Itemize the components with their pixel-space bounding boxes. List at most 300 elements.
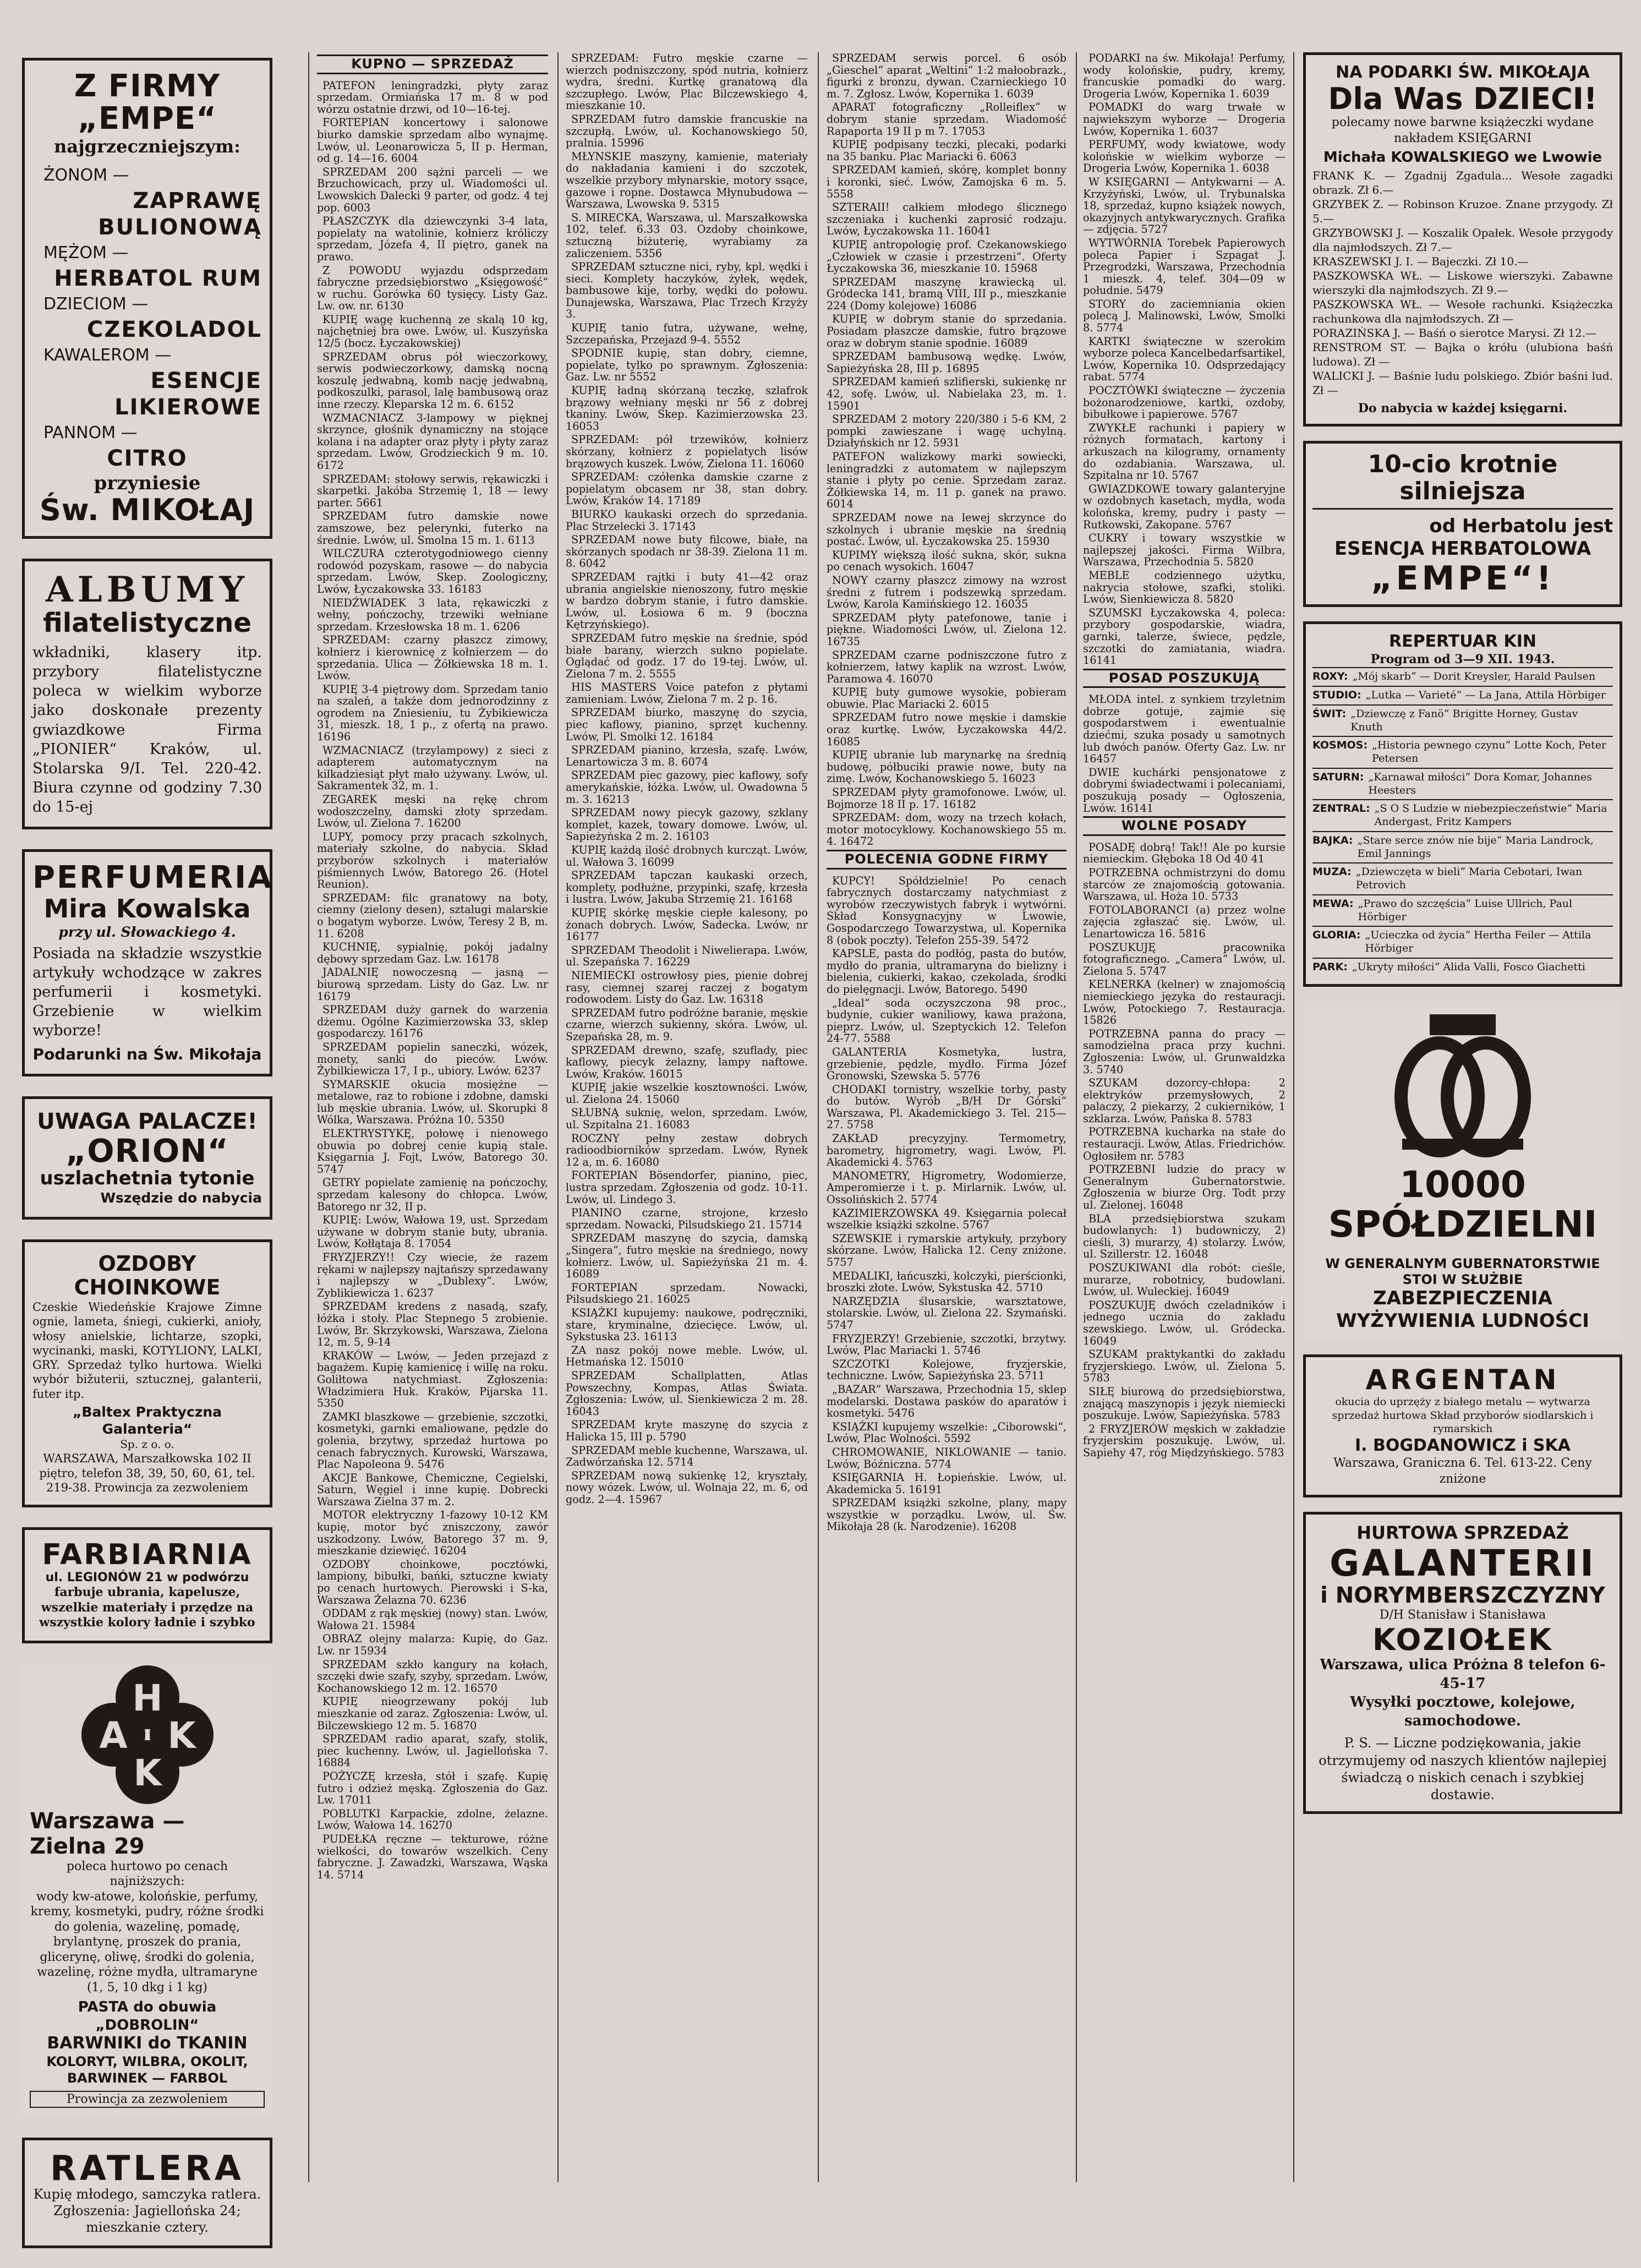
recommended-firm-ad: KAZIMIERZOWSKA 49. Księgarnia polecał wszelkie książki szkolne. 5767 (827, 1206, 1066, 1232)
ad-albumy (22, 559, 272, 829)
classified-ad: SPRZEDAM sztuczne nici, ryby, kpl. wędki i sieci. Komplety haczyków, żyłek, wędek, bambusowe kije, torby, wędki do połowu. Dunajewska, Warszawa, Plac Trzech Krzyży 3. (566, 260, 808, 321)
classified-ad: SPRZEDAM: Futro męskie czarne — wierzch podniszczony, spód nutria, kołnierz wydra, średni. Kurtkę granatową dla szczupłego. Lwów, Plac Bilczewskiego 4, mieszkanie 10. (566, 52, 808, 112)
classified-ad: HIS MASTERS Voice patefon z płytami zamieniam. Lwów, Zielona 7 m. 2 p. 16. (566, 681, 808, 706)
repertuar-title: REPERTUAR KIN (1388, 631, 1536, 651)
classified-ad: OBRAZ olejny malarza: Kupię, do Gaz. Lw. nr 15934 (317, 1632, 548, 1657)
classified-list (1083, 841, 1286, 1459)
ad-hak-pasta: PASTA do obuwia „DOBROLIN“ (78, 1999, 217, 2034)
classified-ad: SPRZEDAM: dom, wozy na trzech kołach, motor motocyklowy. Kochanowskiego 55 m. 4. 16472 (827, 811, 1066, 848)
recommended-firm-ad: ZAKŁAD precyzyjny. Termometry, barometry, higrometry, wagi. Lwów, Pl. Akademicki 4. 5763 (827, 1132, 1066, 1169)
ad-hak-footer: Prowincja za zezwoleniem (30, 2091, 265, 2108)
repertuar-list (1312, 667, 1613, 976)
cinema-row (1312, 704, 1613, 736)
classified-ad: NIEMIECKI ostrowłosy pies, pienie dobrej rasy, ciemnej szarej raczej z bogatym rodowodem. Listy do Gaz. Lw. 16318 (566, 969, 808, 1006)
cinema-row (1312, 958, 1613, 976)
recommended-firm-ad: CHROMOWANIE, NIKLOWANIE — tanio. Lwów, Bóźniczna. 5774 (827, 1445, 1066, 1471)
classified-ad: KUPIĘ skórkę męskie ciepłe kalesony, po żonach dobrych. Lwów, Sadecka. Lwów, nr 16177 (566, 906, 808, 943)
ad-empe-footer: przyniesie (94, 472, 201, 494)
recommended-firm-ad: „Ideal“ soda oczyszczona 98 proc., budynie, cukier waniliowy, kawa prażona, pieprz. Lwów, ul. Szeptyckich 12. Telefon 24-77. 5588 (827, 996, 1066, 1045)
classified-ad: SPRZEDAM duży garnek do warzenia dżemu. Ogólne Kazimierzowska 33, sklep gospodarczy. 16176 (317, 1003, 548, 1040)
ad-empe-product: ESENCJE LIKIEROWE (114, 368, 262, 420)
hak-clover-logo (70, 1663, 225, 1806)
koziolek-line1: HURTOWA SPRZEDAŻ (1356, 1522, 1569, 1544)
classified-ad: SPRZEDAM płyty patefonowe, tanie i piękne. Wiadomości Lwów, ul. Zielona 12. 16735 (827, 611, 1066, 648)
argentan-address: Warszawa, Granicznа 6. Tel. 613-22. Ceny zniżone (1333, 1456, 1592, 1486)
ad-perfumeria-body: Posiada na składzie wszystkie artykuły wchodzące w zakres perfumerii i kosmetyki. Grzebienie w wielkim wyborze! (32, 944, 262, 1040)
classified-ad: POŻYCZĘ krzesła, stół i szafę. Kupię futro i odzież męską. Zgłoszenia do Gaz. Lw. 17011 (317, 1769, 548, 1807)
ad-albumy-body: wkładniki, klasery itp. przybory filatelistyczne poleca w wielkim wyborze jako doskonałe prezenty gwiazdkowe Firma „PIONIER“ Kraków, ul. Stolarska 9/I. Tel. 220-42. Biura czynne od godziny 7.30 do 15-ej (32, 644, 262, 816)
classified-list (317, 80, 548, 1881)
classified-ad: SPRZEDAM popielin saneczki, wózek, monety, sanki do pieców. Lwów. Żybilkiewicza 17, I p., ubiory. Lwów. 6237 (317, 1040, 548, 1078)
film-title: „Ucieczka od życia“ Hertha Feiler — Attila Hörbiger (1365, 929, 1591, 955)
ad-hak-brands: KOLORYT, WILBRA, OKOLIT, BARWINEK — FARBOL (46, 2053, 248, 2086)
right-ad-column (1303, 52, 1622, 1828)
classified-ad: SPRZEDAM czarne podniszczone futro z kołnierzem, łatwy kaplik na wzrost. Lwów, Paramowa 4. 16070 (827, 648, 1066, 685)
job-offer-ad: KELNERKA (kelner) w znajomością niemieckiego języka do restauracji. Lwów, Potockiego 7. Restauracja. 15826 (1083, 978, 1286, 1027)
recommended-firm-ad: KAPSLE, pasta do podłóg, pasta do butów, mydło do prania, ultramaryna do bielizny i bielenia, cukierki, kakao, czekolada, środki do pielęgnacji. Lwów, Batorego. 5490 (827, 947, 1066, 996)
classified-list (827, 875, 1066, 1533)
classified-ad: FORTEPIAN koncertowy i salonowe biurko damskie sprzedam albo wynajmę. Lwów, ul. Leonarowicza 5, II p. Herman, od g. 14—16. 6004 (317, 116, 548, 165)
coop-number: 10000 (1399, 1163, 1526, 1206)
classified-ad: SPRZEDAM: filc granatowy na boty, ciemny (zielony desen), sztalugi malarskie o bogatym wyborze. Lwów, Teresy 2 B, m. 11. 6208 (317, 891, 548, 940)
classified-ad: SPRZEDAM: pół trzewików, kołnierz skórzany, kołnierz z popielatych lisów brązowych kuszek. Lwów, Zielona 11. 16060 (566, 433, 808, 470)
ad-hak-city: Warszawa — Zielna 29 (30, 1808, 185, 1859)
ad-farbiarnia-title: FARBIARNIA (42, 1538, 253, 1572)
classified-list (1083, 52, 1286, 666)
book-item: PASZKOWSKA WŁ. — Wesołe rachunki. Książeczka rachunkowa dla najmłodszych. Zł — (1312, 297, 1613, 325)
classified-ad: PODARKI na św. Mikołaja! Perfumy, wody kolońskie, pudry, kremy, francuskie pomadki do warg. Drogeria Lwów, Kopernika 1. 6039 (1083, 52, 1286, 100)
cinema-name: STUDIO: (1312, 689, 1361, 702)
classified-ad: SPRZEDAM futro damskie nowe zamszowe, bez pelerynki, futerko na średnie. Lwów, ul. Smolna 15 m. 1. 6113 (317, 510, 548, 546)
ad-mikolaj-intro: polecamy nowe barwne książeczki wydane nakładem KSIĘGARNI (1331, 116, 1594, 145)
cinema-name: SATURN: (1312, 770, 1364, 783)
koziolek-ps: P. S. — Liczne podziękowania, jakie otrzymujemy od naszych klientów najlepiej świadczą o niskich cenach i szybkiej dostawie. (1319, 1735, 1607, 1802)
ad-hak (22, 1663, 272, 2118)
section-header: POSAD POSZUKUJĄ (1083, 669, 1286, 688)
ad-empe-product: CITRO (107, 445, 188, 471)
classified-ad: KUPIĘ antropologię prof. Czekanowskiego „Człowiek w czasie i przestrzeni“. Oferty Łyczakowska 36, mieszkanie 10. 15968 (827, 238, 1066, 275)
column-rule (308, 52, 309, 2182)
film-title: „Karnawał miłości“ Dora Komar, Johannes Heesters (1368, 770, 1592, 796)
ad-mikolaj-line2: Dla Was DZIECI! (1328, 81, 1598, 116)
ad-esencja-line3: ESENCJA HERBATOLOWA (1334, 537, 1591, 560)
classified-ad: SPRZEDAM 200 sążni parceli — we Brzuchowicach, przy ul. Wiadomości ul. Lwowskich Dalecki 9 parter, od godz. 4 tej pop. 6003 (317, 165, 548, 214)
classified-ad: STORY do zaciemniania okien polecą J. Malinowski, Lwów, Smolki 8. 5774 (1083, 297, 1286, 335)
ad-perfumeria (22, 849, 272, 1076)
ad-farbiarnia-body: farbuje ubrania, kapelusze, wszelkie materiały i przędze na wszystkie kolory ładnie i szybko (39, 1585, 255, 1630)
recommended-firm-ad: SZCZOTKI Kolejowe, fryzjerskie, techniczne. Lwów, Sapieżyńska 23. 5711 (827, 1357, 1066, 1382)
classified-ad: NIEDŹWIADEK 3 lata, rękawiczki z wełny, pończochy, trzewiki wełniane sprzedam. Krzesłowska 18 m. 1. 6206 (317, 596, 548, 633)
classified-ad: ZWYKŁE rachunki i papiery w różnych formatach, kartony i arkuszach na kilogramy, ornamenty do ozdabiania. Warszawa, ul. Szpitalna nr 10. 5767 (1083, 421, 1286, 482)
coop-line2: ZABEZPIECZENIA WYŻYWIENIA LUDNOŚCI (1336, 1287, 1589, 1332)
classified-ad: AKCJE Bankowe, Chemiczne, Cegielski, Saturn, Węgiel i inne kupię. Dobrecki Warszawa Zielna 37 m. 2. (317, 1471, 548, 1508)
classified-ad: SPRZEDAM: czółenka damskie czarne z popielatym obcasem nr 38, stan dobry. Lwów, Kraków 14. 17189 (566, 471, 808, 507)
film-title: „Mój skarb“ — Dorit Kreysler, Harald Paulsen (1352, 670, 1596, 683)
coop-word: SPÓŁDZIELNI (1328, 1203, 1598, 1246)
classified-ad: POCZTÓWKI świąteczne — życzenia bożonarodzeniowe, kartki, ozdoby, bibułkowe i papierowe. 5767 (1083, 384, 1286, 421)
classified-ad: KUPIĘ wagę kuchenną ze skalą 10 kg, najchętniej bra owe. Lwów, ul. Kuszyńska 12/5 (bocz. Łyczakowskiej) (317, 313, 548, 350)
hak-letter: A (99, 1714, 128, 1757)
film-title: „Lutka — Varieté“ — La Jana, Attila Hörbiger (1365, 689, 1606, 702)
classified-ad: KARTKI świąteczne w szerokim wyborze poleca Kancelbedarfsartikel, Lwów, Kopernika 10. Odsprzedający rabat. 5774 (1083, 335, 1286, 384)
ad-koziolek (1303, 1512, 1622, 1814)
classified-ad: KUPIĘ w dobrym stanie do sprzedania. Posiadam płaszcze damskie, futro brązowe oraz w dobrym stanie spodnie. 16089 (827, 313, 1066, 349)
cinema-row (1312, 862, 1613, 894)
ad-mikolaj-line1: NA PODARKI ŚW. MIKOŁAJA (1336, 63, 1590, 82)
classified-ad: ZEGAREK męski na rękę chrom wodoszczelny, damski złoty sprzedam. Lwów, ul. Zielona 7. 16200 (317, 793, 548, 830)
classified-ad: ROCZNY pełny zestaw dobrych radioodbiorników sprzedam. Lwów, Rynek 12 a, m. 6. 16080 (566, 1132, 808, 1168)
ad-esencja-brand: „EMPE“! (1371, 559, 1555, 598)
section-header: WOLNE POSADY (1083, 816, 1286, 836)
film-title: „S O S Ludzie w niebezpieczeństwie“ Maria Andergast, Fritz Kampers (1374, 802, 1607, 828)
cinema-name: GLORIA: (1312, 929, 1361, 942)
classified-ad: SPRZEDAM: czarny płaszcz zimowy, kołnierz i kierownicę z kołnierzem — do sprzedania. Ulica — Żółkiewska 18 m. 1. Lwów. (317, 633, 548, 682)
koziolek-shipping: Wysyłki pocztowe, kolejowe, samochodowe. (1350, 1693, 1576, 1729)
ad-empe-who: PANNOM — (43, 423, 138, 442)
job-seeking-ad: MŁODA intel. z synkiem trzyletnim dobrze gotuje, zajmie się gospodarstwem i ewentualnie dziećmi, szuka posady u samotnych lub dwóch panów. Oferty Gaz. Lw. nr 16457 (1083, 693, 1286, 766)
classified-ad: SPRZEDAM maszynę do szycia, damską „Singera“, futro męskie na średniego, nowy kołnierz. Lwów, ul. Sapieżyńska 21 m. 4. 16089 (566, 1232, 808, 1281)
ad-empe-who: MĘŻOM — (43, 243, 129, 263)
classified-ad: SPRZEDAM bambusową wędkę. Lwów, Sapieżyńska 28, III p. 16895 (827, 350, 1066, 375)
classified-ad: SPRZEDAM drewno, szafę, szuflady, piec kaflowy, piecyk żelazny, lampy naftowe. Lwów, Kraków. 16015 (566, 1043, 808, 1080)
recommended-firm-ad: NARZĘDZIA ślusarskie, warsztatowe, stolarskie. Lwów, ul. Zielona 22. Szymański. 5747 (827, 1294, 1066, 1331)
ad-spoldzielnie (1303, 1001, 1622, 1340)
job-offer-ad: POSZUKUJĘ pracownika fotograficznego. „Camera“ Lwów, ul. Zielona 5. 5747 (1083, 941, 1286, 977)
classified-ad: SPRZEDAM kamień szlifierski, sukienkę nr 42, sofę. Lwów, ul. Nabielaka 23, m. 1. 15901 (827, 375, 1066, 412)
book-list (1312, 168, 1613, 397)
column-rule (557, 52, 559, 2182)
hak-letter: K (133, 1751, 162, 1794)
cinema-name: ŚWIT: (1312, 707, 1347, 720)
job-offer-ad: POTRZEBNA ochmistrzyni do domu starców ze znajomością gotowania. Warszawa, ul. Hoża 10. 5733 (1083, 866, 1286, 903)
ad-ozdoby-body: Czeskie Wiedeńskie Krajowe Zimne ognie, lameta, śniegi, cukierki, anioły, włosy anielskie, lichtarze, szopki, wycinanki, maski, KOTYLIONY, LALKI, GRY. Sprzedaż tylko hurtowa. Wielki wybór bižuterii, sztucznej, galanterii, futer itp. (32, 1300, 262, 1401)
classified-ad: SPRZEDAM płyty gramofonowe. Lwów, ul. Bojmorze 18 II p. 17. 16182 (827, 786, 1066, 811)
classifieds-column-1 (317, 52, 548, 2188)
classified-ad: SPRZEDAM nowe na lewej skrzynce do szkolnych i ubranie męskie na średnią postać. Lwów, ul. Łyczakowska 25. 15930 (827, 511, 1066, 548)
classified-ad: KUPIĘ tanio futra, używane, wełnę, Szczepańska, Przejazd 9-4. 5552 (566, 321, 808, 346)
classified-ad: SPRZEDAM rajtki i buty 41—42 oraz ubrania angielskie nienoszony, futro męskie w bardzo dobrym stanie, i futro damskie. Lwów, ul. Łosiowa 6 m. 9 (boczna Kętrzyńskiego). (566, 570, 808, 631)
classified-ad: WZMACNIACZ (trzylampowy) z sieci z adapterem automatycznym na kilkadziesiąt płyt mało używany. Lwów, ul. Sakramentek 32, m. 1. (317, 744, 548, 793)
ad-mikolaj-footer: Do nabycia w każdej księgarni. (1358, 401, 1568, 416)
classified-ad: APARAT fotograficzny „Rolleiflex“ w dobrym stanie sprzedam. Wiadomość Rapaporta 19 II p m 7. 17053 (827, 101, 1066, 138)
ad-mikolaj-books (1303, 52, 1622, 427)
cinema-row (1312, 667, 1613, 686)
ad-farbiarnia-address: ul. LEGIONÓW 21 w podwórzu (45, 1570, 249, 1584)
repertuar-subtitle: Program od 3—9 XII. 1943. (1370, 652, 1555, 666)
classified-ad: ZAMKI blaszkowe — grzebienie, szczotki, kosmetyki, garnki emaliowane, pędzle do golenia, brzytwy, sprzedaż hurtowa po cenach fabrycznych. Kurowski, Warszawa, Plac Napoleona 9. 5476 (317, 1410, 548, 1471)
classified-ad: CUKRY i towary wszystkie w najlepszej jakości. Firma Wilbra, Warszawa, Przechodnia 5. 5820 (1083, 532, 1286, 569)
ad-empe-product: ZAPRAWĘ BULIONOWĄ (98, 188, 262, 240)
ad-ozdoby (22, 1239, 272, 1507)
ad-albumy-title: ALBUMY (45, 569, 249, 610)
book-item: PASZKOWSKA WŁ. — Liskowe wierszyki. Zabawne wierszyki dla najmłodszych. Zł 9.— (1312, 269, 1613, 297)
cinema-name: MUZA: (1312, 866, 1352, 878)
ad-esencja (1303, 441, 1622, 606)
cinema-row (1312, 926, 1613, 958)
classified-ad: KRAKÓW — Lwów, — Jeden przejazd z bagażem. Kupię kamienicę i willę na roku. Goliłtowa natychmiast. Zgłoszenia: Władzimiera Huk. Kraków, Pijarska 11. 5350 (317, 1349, 548, 1410)
classified-ad: PŁASZCZYK dla dziewczynki 3-4 lata, popielaty na watolinie, kołnierz króliczy sprzedam, Józefa 4, II piętro, ganek na prawo. (317, 215, 548, 263)
ad-farbiarnia (22, 1527, 272, 1643)
ad-esencja-line1: 10-cio krotnie silniejsza (1312, 451, 1613, 510)
film-title: „Prawo do szczęścia“ Luise Ullrich, Paul Hörbiger (1358, 897, 1573, 923)
ad-empe (22, 58, 272, 539)
hak-letter: H (132, 1676, 163, 1719)
classified-ad: SZUMSKI Łyczakowska 4, poleca: przybory gospodarskie, wiadra, garnki, talerze, świece, pędzle, szczotki do zamiatania, wiadra. 16141 (1083, 606, 1286, 667)
column-rule (1293, 52, 1294, 2182)
classified-ad: ZA nasz pokój nowe meble. Lwów, ul. Hetmańska 12. 15010 (566, 1343, 808, 1369)
recommended-firm-ad: SPRZEDAM książki szkolne, plany, mapy wszystkie w porządku. Lwów, ul. Św. Mikołaja 28 (k. Narodzenie). 16208 (827, 1496, 1066, 1533)
ad-perfumeria-name: Mira Kowalska (43, 893, 251, 923)
cinema-row (1312, 894, 1613, 926)
classified-list (827, 52, 1066, 848)
classified-ad: KUCHNIĘ, sypialnię, pokój jadalny dębowy sprzedam Gaz. Lw. 16178 (317, 941, 548, 965)
ad-empe-product: HERBATOL RUM (54, 265, 262, 291)
ad-empe-who: KAWALEROM — (43, 345, 172, 365)
classified-ad: S. MIRECKA, Warszawa, ul. Marszałkowska 102, telef. 6.33 03. Ozdoby choinkowe, sztuczną biżuterię, wyrabiamy za zaliczeniem. 5356 (566, 211, 808, 260)
job-offer-ad: POSZUKUJĘ dwóch czeladników i jednego ucznia do zakładu szewskiego. Lwów, ul. Gródecka. 16049 (1083, 1298, 1286, 1347)
film-title: „Stare serce znów nie bije“ Maria Landrock, Emil Jannings (1357, 834, 1594, 860)
classifieds-column-4 (1083, 52, 1286, 2188)
classified-ad: KUPIĘ jakie wszelkie kosztowności. Lwów, ul. Zielona 24. 15060 (566, 1081, 808, 1106)
ad-perfumeria-address: przy ul. Słowackiego 4. (58, 923, 236, 940)
recommended-firm-ad: MEDALIKI, łańcuszki, kolczyki, pierścionki, broszki złote. Lwów, Sykstuska 42. 5710 (827, 1269, 1066, 1294)
classified-ad: SPRZEDAM piec gazowy, piec kaflowy, sofy amerykańskie, łóżka. Lwów, ul. Owadowna 5 m. 3. 16213 (566, 769, 808, 806)
ad-perfumeria-title: PERFUMERIA (32, 860, 274, 895)
ad-argentan (1303, 1354, 1622, 1498)
classified-ad: SPRZEDAM nową sukienkę 12, kryształy, nowy wózek. Lwów, ul. Wolnaja 22, m. 6, od godz. 2—4. 15967 (566, 1469, 808, 1506)
section-header: POLECENIA GODNE FIRMY (827, 850, 1066, 870)
book-item: KRASZEWSKI J. I. — Bajeczki. Zł 10.— (1312, 254, 1529, 268)
classified-ad: SYMARSKIE okucia mosiężne — metalowe, raz to robione i zdobne, damski lub męskie ubrania. Lwów, ul. Skorupki 8 Wólka, Warszawa. Próżna 10. 5350 (317, 1078, 548, 1127)
classified-ad: KUPIĘ: Lwów, Wałowa 19, ust. Sprzedam używane w dobrym stanie buty, ubrania. Lwów, Kołłątaja 8. 17054 (317, 1214, 548, 1250)
recommended-firm-ad: MANOMETRY, Higrometry, Wodomierze, Amperomierze i t. p. Mirlarnik. Lwów, ul. Ossolińskich 2. 5774 (827, 1169, 1066, 1206)
cinema-name: KOSMOS: (1312, 739, 1368, 752)
koziolek-line3: i NORYMBERSZCZYZNY (1320, 1583, 1605, 1609)
job-offer-ad: POTRZEBNA kucharka na stałe do restauracji. Lwów, Atlas. Friedrichów. Ogłosiłem nr. 5783 (1083, 1125, 1286, 1162)
job-offer-ad: BLA przedsiębiorstwa szukam budowlanych: 1) budowniczy, 2) cieśli, 3) murarzy, 4) stolarzy. Lwów, ul. Szillerstr. 12. 16048 (1083, 1212, 1286, 1261)
cinema-row (1312, 799, 1613, 831)
classified-ad: SPODNIE kupię, stan dobry, ciemne, popielate, tylko po sprawnym. Zgłoszenia: Gaz. Lw. nr 5552 (566, 347, 808, 384)
koziolek-name: KOZIOŁEK (1372, 1622, 1553, 1657)
classified-ad: PIANINO czarne, strojone, krzesło sprzedam. Nowacki, Pilsudskiego 21. 15714 (566, 1206, 808, 1231)
classified-ad: Z POWODU wyjazdu odsprzedam fabryczne przedsiębiorstwo „Księgowość“ w ruchu. Gorówka 60 tysięcy. Listy Gaz. Lw. ow. nr. 6130 (317, 264, 548, 313)
cinema-row (1312, 686, 1613, 704)
classified-ad: SŁUBNĄ suknię, welon, sprzedam. Lwów, ul. Szpitalna 21. 16083 (566, 1106, 808, 1132)
classified-ad: SZTERAII! całkiem młodego ślicznego szczeniaka i kuchenki zaprosić rodzaju. Lwów, Łyczakowska 11. 16041 (827, 201, 1066, 238)
cinema-name: BAJKA: (1312, 834, 1353, 846)
recommended-firm-ad: KSIĄŻKI kupujemy wszelkie: „Ciborowski“, Lwów, Plac Wolności. 5592 (827, 1420, 1066, 1445)
classified-ad: WILCZURA czterotygodniowego cienny rodowód pozyskam, rasowe — do nabycia sprzedam. Lwów, Skep. Zoologiczny, Lwów, Łyczakowska 33. 16183 (317, 547, 548, 595)
recommended-firm-ad: CHODAKI tornistry, wszelkie torby, pasty do butów. Wyrób „B/H Dr Górski“ Warszawa, Pl. Akademickiego 3. Tel. 215—27. 5758 (827, 1083, 1066, 1132)
argentan-body: okucia do uprzęży z białego metalu — wytwarza sprzedaż hurtowa Skład przyborów siodlarskich i rymarskich (1332, 1395, 1594, 1435)
classified-ad: NOWY czarny płaszcz zimowy na wzrost średni z futrem i podszewką sprzedam. Lwów, Karola Kamińskiego 12. 16035 (827, 573, 1066, 611)
classified-ad: PATEFON leningradzki, płyty zaraz sprzedam. Ormiańska 17 m. 8 w pod wórzu ostatnie drzwi, od 10—16-tej. (317, 79, 548, 116)
ad-ratlera-title: RATLERA (50, 2148, 244, 2189)
classified-ad: SPRZEDAM futro podróżne baranie, męskie czarne, wierzch sukienny, skóra. Lwów, ul. Szepańska 28, m. 9. (566, 1006, 808, 1043)
cinema-row (1312, 768, 1613, 800)
classified-ad: KUPIĘ ubranie lub marynarkę na średnią budowę, półbuciki prawie nowe, buty na zimę. Lwów, Kochanowskiego 5. 16023 (827, 748, 1066, 785)
cinema-name: PARK: (1312, 960, 1348, 973)
ad-empe-subtitle: najgrzeczniejszym: (54, 135, 240, 157)
classified-ad: SPRZEDAM futro męskie na średnie, spód białe barany, wierzch sukno popielate. Oglądać od godz. 17 do 19-tej. Lwów, ul. Zielona 7 m. 2. 5555 (566, 631, 808, 680)
classified-ad: KUPIMY większą ilość sukna, skór, sukna po cenach wysokich. 16047 (827, 548, 1066, 573)
job-offer-ad: POTRZEBNA panna do pracy — samodzielna praca przy kuchni. Zgłoszenia: Lwów, ul. Grunwaldzka 3. 5740 (1083, 1027, 1286, 1076)
classified-ad: SPRZEDAM pianino, krzesła, szafę. Lwów, Lenartowicza 3 m. 8. 6074 (566, 744, 808, 768)
hak-letter: K (167, 1714, 196, 1757)
classified-ad: KUPIĘ każdą ilość drobnych kurcząt. Lwów, ul. Wałowa 3. 16099 (566, 844, 808, 868)
coop-logo-icon (1391, 1014, 1534, 1157)
classified-ad: SPRZEDAM: stołowy serwis, rękawiczki i skarpetki. Jakóba Strzemię 1, 18 — lewy parter. 5661 (317, 472, 548, 509)
classified-ad: W KSIĘGARNI — Antykwarni — A. Krzyżyński, Lwów, ul. Trybunalska 18, sprzedaż, kupno książek nowych, okazyjnych antykwarycznych. Grafika — zdjęcia. 5727 (1083, 175, 1286, 236)
koziolek-line2: GALANTERII (1330, 1542, 1596, 1584)
classified-ad: ODDAM z rąk męskiej (nowy) stan. Lwów, Wałowa 21. 15984 (317, 1607, 548, 1632)
classified-ad: GWIAZDKOWE towary galanteryjne w ozdobnych kasetach, mydła, woda kolońska, kremy, pudry i pasty — Rutkowski, Zakopane. 5767 (1083, 482, 1286, 531)
ad-hak-body: wody kw-atowe, kolońskie, perfumy, kremy, kosmetyki, pudry, różne środki do golenia, wazelinę, pomadę, brylantynę, proszek do prania, glicerynę, oliwę, środki do golenia, wazelinę, różne mydła, ultramaryne (1, 5, 10 dkg i 1 kg) (30, 1889, 264, 1994)
column-rule (1076, 52, 1077, 2182)
classified-ad: ELEKTRYSTYKĘ, połowę i nienowego obuwia po dobrej cenie kupią stale. Księgarnia J. Fojt, Lwów, Batorego 30. 5747 (317, 1127, 548, 1176)
film-title: „Dziewczęta w bieli“ Maria Cebotari, Iwan Petrovich (1355, 866, 1583, 892)
ad-empe-mikolaj: Św. MIKOŁAJ (39, 493, 255, 528)
job-offer-ad: FOTOLABORANCI (a) przez wolne zajęcia zgłaszać się. Lwów, ul. Lenartowicza 16. 5816 (1083, 903, 1286, 940)
ad-orion-brand: „ORION“ (65, 1132, 229, 1170)
classified-list (1083, 693, 1286, 814)
argentan-firm: I. BOGDANOWICZ i SKA (1355, 1436, 1571, 1456)
classified-ad: FORTEPIAN sprzedam. Nowacki, Pilsudskiego 21. 16025 (566, 1281, 808, 1306)
job-seeking-ad: DWIE kuchárki pensjonatowe z dobrymi świadectwami i polecaniami, poszukują posady — Ogłoszenia, Lwów. 16141 (1083, 766, 1286, 815)
classified-ad: SPRZEDAM kamień, skórę, komplet bonny i koronki, sieć. Lwów, Zamojska 6 m. 5. 5558 (827, 163, 1066, 200)
classified-ad: SPRZEDAM kredens z nasadą, szafy, łóżka i stoły. Plac Stepnego 5 zrobienie. Lwów, Br. Skrzykowski, Warszawa, Zielona 12, m. 5, 9-14 (317, 1300, 548, 1349)
classified-ad: SPRZEDAM maszynę krawiecką ul. Gródecka 141, bramą VIII, III p., mieszkanie 224 (Domy kolejowe) 16086 (827, 275, 1066, 312)
classified-ad: SPRZEDAM Theodolit i Niwelierapa. Lwów, ul. Szepańska 7. 16229 (566, 943, 808, 969)
classified-ad: MOTOR elektryczny 1-fazowy 10-12 KM kupię, motor być zniszczony, zawór uszkodzony. Lwów, Batorego 37 m. 9, mieszkanie dziewięć. 16204 (317, 1509, 548, 1557)
film-title: „Dziewczę z Fanö“ Brigitte Horney, Gustav Knuth (1350, 707, 1578, 733)
ad-empe-who: ŻONOM — (43, 165, 129, 185)
classified-ad: PERFUMY, wody kwiatowe, wody kolońskie w wielkim wyborze — Drogeria Lwów, Kopernika 1. 6038 (1083, 138, 1286, 175)
classified-ad: KUPIĘ nieogrzewany pokój lub mieszkanie od zaraz. Zgłoszenia: Lwów, ul. Bilczewskiego 12 m. 5. 16870 (317, 1695, 548, 1732)
classified-ad: POBLUTKI Karpackie, zdolne, żelazne. Lwów, Wałowa 14. 16270 (317, 1807, 548, 1832)
recommended-firm-ad: SZEWSKIE i rymarskie artykuły, przybory skórzane. Lwów, Halicka 12. Ceny zniżone. 5757 (827, 1232, 1066, 1269)
classified-ad: SPRZEDAM tapczan kaukaski orzech, komplety, podłużne, przypinki, szafę, krzesła i lustra. Lwów, Jakuba Strzemię 21. 16168 (566, 869, 808, 906)
classified-ad: KUPIĘ 3-4 piętrowy dom. Sprzedam tanio na szaleń, a także dom jednorodzinny z ogrodem na Zniesieniu, tu Żybikiewicza 31, mieszk. 18, 1 p., z ofertą na prawo. 16196 (317, 682, 548, 744)
classified-ad: WYTWÓRNIA Torebek Papierowych poleca Papier i Szpagat J. Przegrodzki, Warszawa, Przechodnia 1 mieszk. 4, telef. 304—09 w południe. 5479 (1083, 236, 1286, 297)
ad-hak-intro: poleca hurtowo po cenach najniższych: (66, 1859, 228, 1889)
recommended-firm-ad: GALANTERIA Kosmetyka, lustra, grzebienie, pędzle, mydło. Firma Józef Gronowski, Szewska 5. 5776 (827, 1045, 1066, 1083)
ad-ozdoby-title: OZDOBY CHOINKOWE (74, 1251, 221, 1300)
recommended-firm-ad: „BAZAR“ Warszawa, Przechodnia 15, sklep modelarski. Dostawa pasków do aparatów i kosmetyki. 5476 (827, 1382, 1066, 1420)
ad-ratlera (22, 2138, 272, 2248)
classified-ad: SPRZEDAM szkło kangury na kołach, szczęki dwie szafy, szyby, sprzedam. Lwów, Kochanowskiego 12 m. 12. 16570 (317, 1658, 548, 1695)
classified-ad: SPRZEDAM obrus pół wieczorkowy, serwis podwieczorkowy, damską nocną koszulę jedwabną, komb nację jedwabną, podkoszulki, parasol, lalę bambusową oraz inne rzeczy. Kleparska 12 m. 6. 6152 (317, 350, 548, 411)
classified-ad: KUPIĘ buty gumowe wysokie, pobieram obuwie. Plac Mariacki 2. 6015 (827, 686, 1066, 711)
classified-ad: SPRZEDAM radio aparat, szafy, stolik, piec kuchenny. Lwów, ul. Jagiellońska 7. 16884 (317, 1733, 548, 1769)
classified-ad: SPRZEDAM 2 motory 220/380 i 5-6 KM, 2 pompki zawieszane i wagę uchylną. Działyńskich nr 12. 5931 (827, 413, 1066, 450)
classified-ad: FRYZJERZY!! Czy wiecie, że razem rękami w najlepszy najtańszy sprzedawany i najlepszy w „Dublexy“. Lwów, Zyblikiewicza 1. 6237 (317, 1251, 548, 1299)
classified-ad: KSIĄŻKI kupujemy: naukowe, podręczniki, stare, kryminalne, dziecięce. Lwów, ul. Sykstuska 23. 16113 (566, 1306, 808, 1343)
classified-ad: PUDEŁKA ręczne — tekturowe, różne wielkości, do towarów wszelkich. Ceny fabryczne. J. Zawadzki, Warszawa, Wąska 14. 5714 (317, 1832, 548, 1881)
film-title: „Historia pewnego czynu“ Lotte Koch, Peter Petersen (1372, 739, 1607, 765)
classified-ad: SPRZEDAM meble kuchenne, Warszawa, ul. Zadwórzańska 12. 5714 (566, 1444, 808, 1469)
classified-ad: WZMACNIACZ 3-lampowy w pięknej skrzynce, głośnik dynamiczny na stojące kolana i na adapter oraz płyty i płyty zaraz sprzedam. Lwów, Grodzieckich 9 m. 10. 6172 (317, 411, 548, 472)
classified-ad: SPRZEDAM Schallplatten, Atlas Powszechny, Kompas, Atlas Świata. Zgłoszenia: Lwów, ul. Sienkiewicza 2 m. 28. 16043 (566, 1369, 808, 1418)
ad-orion-line4: Wszędzie do nabycia (100, 1190, 262, 1206)
classified-ad: SPRZEDAM kryte maszynę do szycia z Halicka 15, III p. 5790 (566, 1418, 808, 1443)
ad-orion (22, 1096, 272, 1219)
classified-ad: SPRZEDAM futro nowe męskie i damskie oraz kurtkę. Lwów, Łyczakowska 44/2. 16085 (827, 711, 1066, 748)
ad-perfumeria-footer: Podarunki na Św. Mikołaja (32, 1045, 262, 1064)
classified-ad: SPRZEDAM nowy piecyk gazowy, szklany komplet, kazek, towary domowe. Lwów, ul. Sapieżyńska 2 m. 2. 16103 (566, 806, 808, 843)
ad-mikolaj-firm: Michała KOWALSKIEGO we Lwowie (1323, 149, 1602, 166)
ad-orion-line3: uszlachetnia tytonie (40, 1167, 255, 1190)
recommended-firm-ad: KSIĘGARNIA H. Łopieńskie. Lwów, ul. Akademicka 5. 16191 (827, 1471, 1066, 1496)
classified-ad: SPRZEDAM nowe buty filcowe, białe, na skórzanych spodach nr 38-39. Zielona 11 m. 8. 6042 (566, 533, 808, 570)
ad-albumy-subtitle: filatelistyczne (43, 607, 251, 638)
cinema-name: ROXY: (1312, 670, 1348, 683)
classified-ad: SPRZEDAM futro damskie francuskie na szczupłą. Lwów, ul. Kochanowskiego 50, pralnia. 15996 (566, 112, 808, 150)
book-item: FRANK K. — Zgadnij Zgadula... Wesołe zagadki obrazk. Zł 6.— (1312, 168, 1613, 196)
recommended-firm-ad: FRYZJERZY! Grzebienie, szczotki, brzytwy. Lwów, Plac Mariacki 1. 5746 (827, 1332, 1066, 1357)
classifieds-column-2 (566, 52, 808, 2188)
classified-ad: FORTEPIAN Bösendorfer, pianino, piec, lustra sprzedam. Zgłoszenia od godz. 10-11. Lwów, ul. Lindego 3. (566, 1169, 808, 1206)
classified-ad: PATEFON walizkowy marki sowiecki, leningradzki z automatem w najlepszym stanie i płyty po cenie. Sprzedam zaraz. Żółkiewska 14, m. 11 p. ganek na prawo. 6014 (827, 450, 1066, 511)
film-title: „Ukryty miłości“ Alida Valli, Fosco Giachetti (1352, 960, 1585, 973)
argentan-title: ARGENTAN (1365, 1363, 1560, 1396)
ad-ratlera-body: Kupię młodego, samczyka ratlera. Zgłoszenia: Jagiellońska 24; mieszkanie cztery. (33, 2187, 261, 2236)
classified-ad: OZDOBY choinkowe, pocztówki, lampiony, bibułki, bańki, sztuczne kwiaty po cenach hurtowych. Pierowski i S-ka, Warszawa Żelazna 70. 6236 (317, 1557, 548, 1606)
cinema-row (1312, 736, 1613, 768)
book-item: PORAZIŃSKA J. — Baśń o sierotce Marysi. Zł 12.— (1312, 326, 1597, 340)
recommended-firm-ad: KUPCY! Spółdzielnie! Po cenach fabrycznych dostarczamy natychmiast z wyrobów rzeczywistych fabryk i wytwórni. Skład Konsygnacyjny w Lwowie, Gospodarczego Towarzystwa, ul. Kopernika 8 (obok poczty). Telefon 255-39. 5472 (827, 874, 1066, 947)
book-item: GRZYBOWSKI J. — Koszalik Opałek. Wesołe przygody dla najmłodszych. Zł 7.— (1312, 226, 1613, 254)
classified-ad: JADALNIĘ nowoczesną — jasną — biurową sprzedam. Listy do Gaz. Lw. nr 16179 (317, 966, 548, 1003)
classified-ad: POMADKI do warg trwałe w najwiekszym wyborze — Drogeria Lwów, Kopernika 1. 6037 (1083, 101, 1286, 138)
coop-line1: W GENERALNYM GUBERNATORSTWIE STOI W SŁUŻBIE (1325, 1255, 1600, 1287)
job-offer-ad: SZUKAM praktykantki do zakładu fryzjerskiego. Lwów, ul. Zielona 5. 5783 (1083, 1348, 1286, 1385)
classified-ad: GETRY popielate zamienię na pończochy, sprzedam kalesony do chłopca. Lwów, Batorego nr 32, II p. (317, 1176, 548, 1213)
classified-ad: LUPY, pomocy przy pracach szkolnych, materiały szkolne, do nabycia. Skład przyborów szkolnych i materiałów piśmiennych Lwów, Batorego 26. (Hotel Reunion). (317, 830, 548, 891)
cinema-name: MEWA: (1312, 897, 1354, 910)
classified-ad: BIURKO kaukaski orzech do sprzedania. Plac Strzelecki 3. 17143 (566, 507, 808, 533)
ad-esencja-line2: od Herbatolu jest (1429, 515, 1613, 538)
ad-empe-title: Z FIRMY „EMPE“ (74, 68, 221, 136)
ad-hak-barwniki: BARWNIKI do TKANIN (47, 2034, 248, 2053)
classified-ad: MEBLE codziennego użytku, nakrycia stołowe, szafki, stoliki. Lwów, Sienkiewicza 8. 5820 (1083, 569, 1286, 606)
koziolek-address: Warszawa, ulica Próżna 8 telefon 6-45-17 (1320, 1657, 1606, 1692)
koziolek-owner: D/H Stanisław i Stanisława (1379, 1608, 1546, 1622)
ad-ozdoby-firm-sub: Sp. z o. o. (120, 1438, 174, 1451)
ad-ozdoby-address: WARSZAWA, Marszałkowska 102 II piętro, telefon 38, 39, 50, 60, 61, tel. 219-38. Prowincja za zezwoleniem (39, 1452, 255, 1494)
job-offer-ad: 2 FRYZJERÓW męskich w zakładzie fryzjerskim poszukuję. Lwów, ul. Sapiehy 47, róg Międzyńskiego. 5783 (1083, 1422, 1286, 1459)
book-item: GRZYBEK Z. — Robinson Kruzoe. Znane przygody. Zł 5.— (1312, 197, 1613, 225)
classified-ad: SPRZEDAM biurko, maszynę do szycia, piec kaflowy, pianino, sprzęt kuchenny. Lwów, Pl. Smolki 12. 16184 (566, 706, 808, 743)
classified-list (566, 52, 808, 1505)
classified-ad: MŁYNSKIE maszyny, kamienie, materiały do nakładania kamieni i do szczotek, wszelkie przybory młynarskie, motory ssące, gazowe i ropne. Dostawca Młynubudowa — Warszawa, Lwowska 9. 5315 (566, 150, 808, 211)
job-offer-ad: SIŁĘ biurową do przedsiębiorstwa, znającą maszynopis i język niemiecki poszukuje. Lwów, Sapieżyńska. 5783 (1083, 1385, 1286, 1422)
classified-ad: KUPIĘ podpisany teczki, plecaki, podarki na 35 banku. Plac Mariacki 6. 6063 (827, 138, 1066, 163)
book-item: RENSTROM ST. — Bajka o krółu (ulubiona baśń ludowa). Zł — (1312, 340, 1613, 368)
classified-ad: SPRZEDAM serwis porcel. 6 osób „Gieschel“ aparat „Weltini“ 1:2 małoobrazk., figurki z bronzu, dywan. Czarnieckiego 10 m. 7. Zgłosz. Lwów, Kopernika 1. 6039 (827, 52, 1066, 100)
book-item: WALICKI J. — Baśnie ludu polskiego. Zbiór baśni lud. Zł — (1312, 369, 1613, 397)
ad-ozdoby-firm: „Baltex Praktyczna Galanteria“ (72, 1403, 222, 1438)
column-rule (818, 52, 819, 2182)
ad-empe-product: CZEKOLADOL (86, 316, 262, 342)
cinema-row (1312, 831, 1613, 863)
job-offer-ad: POSZUKIWANI dla robót: cieśle, murarze, robotnicy, budowlani. Lwów, ul. Wuleckiej. 16049 (1083, 1261, 1286, 1298)
job-offer-ad: POSADĘ dobrą! Tak!! Ale po kursie niemieckim. Głęboka 18 Od 40 41 (1083, 840, 1286, 866)
classified-ad: KUPIĘ ładną skórzaną teczkę, szlafrok brązowy wełniany męski nr 56 z dobrej tkaniny. Lwów, Skep. Kazimierzowska 23. 16053 (566, 384, 808, 433)
job-offer-ad: SZUKAM dozorcy-chłopa: 2 elektryków przemysłowych, 2 palaczy, 2 piekarzy, 2 cukierników, 1 szklarza. Lwów, Pańska 8. 5783 (1083, 1076, 1286, 1125)
job-offer-ad: POTRZEBNI ludzie do pracy w Generalnym Gubernatorstwie. Zgłoszenia w biurze Org. Todt przy ul. Zielonej. 16048 (1083, 1163, 1286, 1212)
cinema-name: ZENTRAL: (1312, 802, 1370, 815)
